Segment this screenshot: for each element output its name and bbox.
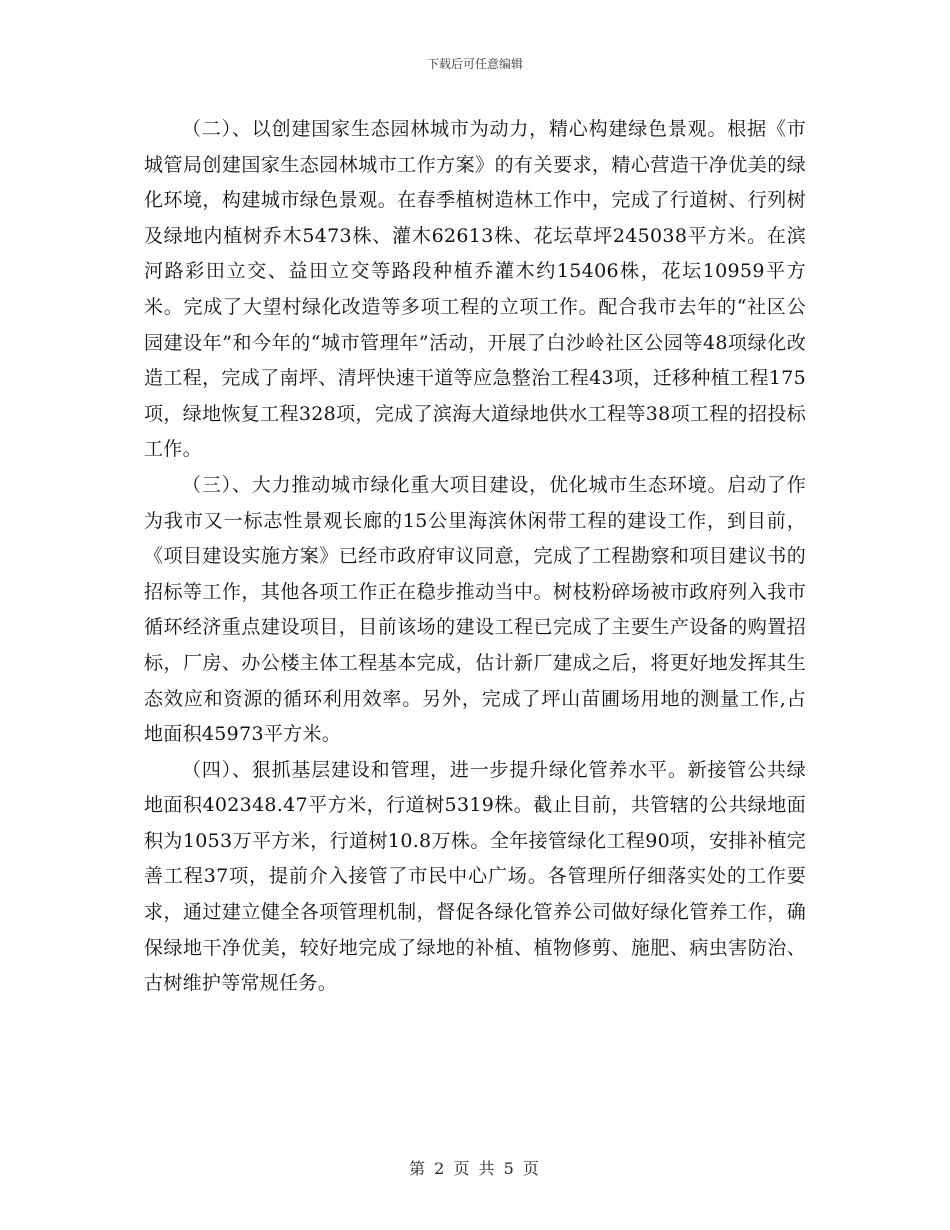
paragraph-section-2: （二）、以创建国家生态园林城市为动力，精心构建绿色景观。根据《市城管局创建国家生态园林城市工作方案》的有关要求，精心营造干净优美的绿化环境，构建城市绿色景观。在春季植树造林工作中，完成了行道树、行列树及绿地内植树乔木5473株、灌木62613株、花坛草坪245038平方米。在滨河路彩田立交、益田立交等路段种植乔灌木约15406株，花坛10959平方米。完成了大望村绿化改造等多项工程的立项工作。配合我市去年的“社区公园建设年”和今年的“城市管理年”活动，开展了白沙岭社区公园等48项绿化改造工程，完成了南坪、清坪快速干道等应急整治工程43项，迁移种植工程175项，绿地恢复工程328项，完成了滨海大道绿地供水工程等38项工程的招投标工作。	[144, 118, 806, 461]
paragraph-section-3: （三）、大力推动城市绿化重大项目建设，优化城市生态环境。启动了作为我市又一标志性景观长廊的15公里海滨休闲带工程的建设工作，到目前，《项目建设实施方案》已经市政府审议同意，完成了工程勘察和项目建议书的招标等工作，其他各项工作正在稳步推动当中。树枝粉碎场被市政府列入我市循环经济重点建设项目，目前该场的建设工程已完成了主要生产设备的购置招标，厂房、办公楼主体工程基本完成，估计新厂建成之后，将更好地发挥其生态效应和资源的循环利用效率。另外，完成了坪山苗圃场用地的测量工作,占地面积45973平方米。	[144, 473, 806, 746]
paragraph-section-4: （四）、狠抓基层建设和管理，进一步提升绿化管养水平。新接管公共绿地面积402348.47平方米，行道树5319株。截止目前，共管辖的公共绿地面积为1053万平方米，行道树10.8万株。全年接管绿化工程90项，安排补植完善工程37项，提前介入接管了市民中心广场。各管理所仔细落实处的工作要求，通过建立健全各项管理机制，督促各绿化管养公司做好绿化管养工作，确保绿地干净优美，较好地完成了绿地的补植、植物修剪、施肥、病虫害防治、古树维护等常规任务。	[144, 758, 806, 995]
page-header-note: 下载后可任意编辑	[426, 57, 523, 71]
document-body	[144, 112, 806, 1002]
page-number: 第 2 页 共 5 页	[409, 1159, 541, 1178]
